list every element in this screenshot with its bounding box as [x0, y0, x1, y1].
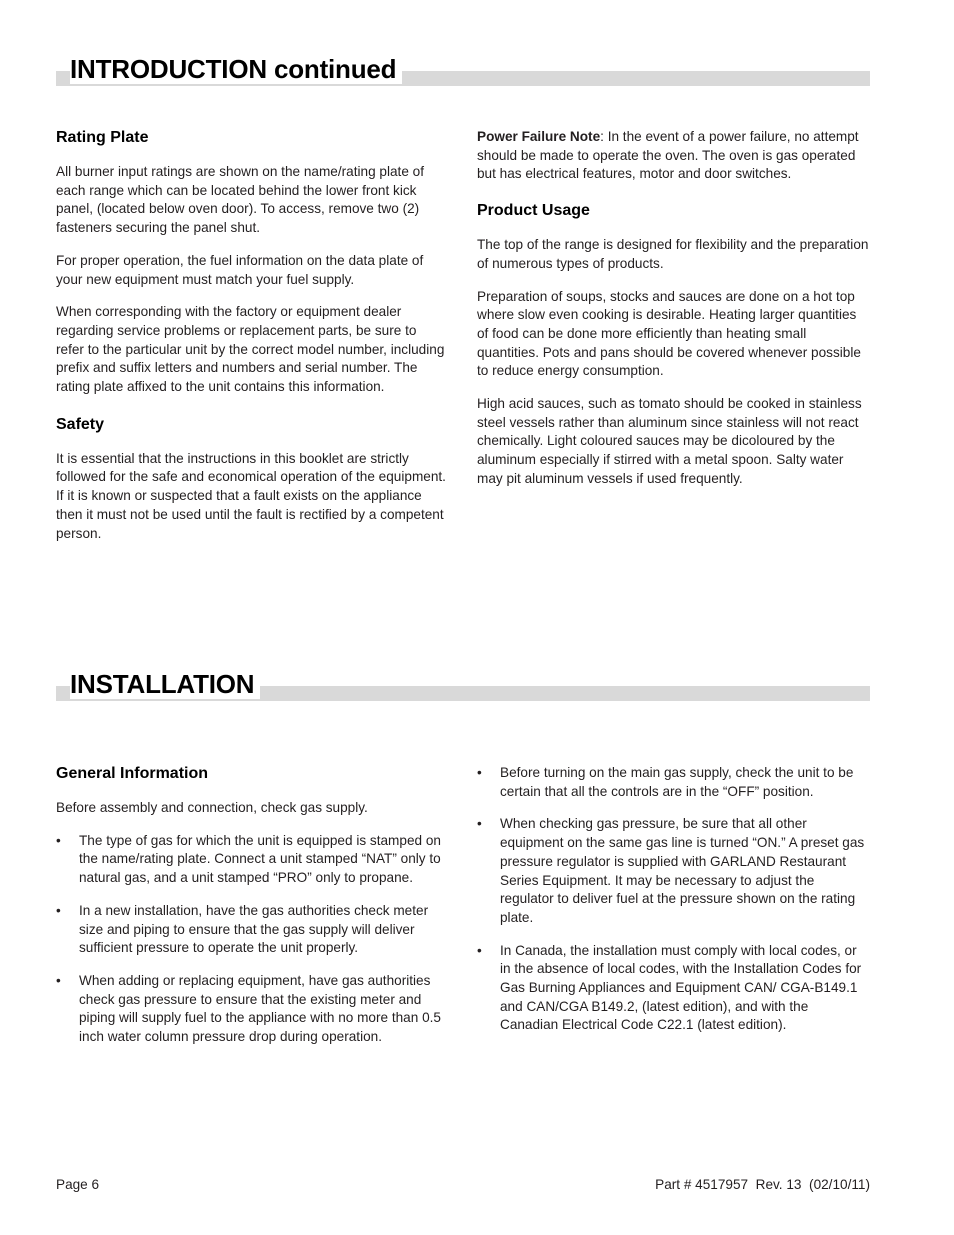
product-usage-paragraph: Preparation of soups, stocks and sauces are done on a hot top where slow even cooking is desirable. Heating larger quantities of food can be done more efficiently than heating small quantities. Pots and pans should be covered whenever possible to reduce energy consumption.: [477, 288, 861, 379]
installation-left-column: [56, 764, 448, 1061]
installation-banner: [56, 661, 870, 701]
intro-right-column: [477, 128, 869, 503]
bullet-marker: •: [477, 816, 482, 832]
list-item-text: When adding or replacing equipment, have gas authorities check gas pressure to ensure that the existing meter and piping will supply fuel to the appliance with no more than 0.5 inch water column pressure drop during operation.: [79, 972, 441, 1045]
safety-paragraph: It is essential that the instructions in this booklet are strictly followed for the safe and economical operation of the equipment. If it is known or suspected that a fault exists on the appliance then it must not be used until the fault is rectified by a competent person.: [56, 450, 446, 541]
list-item: [477, 815, 869, 927]
gas-supply-checklist: [56, 832, 448, 1047]
list-item: [477, 764, 869, 801]
rating-plate-paragraph: For proper operation, the fuel information on the data plate of your new equipment must match your fuel supply.: [56, 252, 424, 287]
intro-banner-title: INTRODUCTION continued: [70, 54, 402, 84]
power-failure-note: [477, 128, 869, 184]
intro-banner: [56, 46, 870, 86]
intro-left-column: [56, 128, 448, 557]
list-item-text: When checking gas pressure, be sure that all other equipment on the same gas line is turned “ON.” A preset gas pressure regulator is supplied with GARLAND Restaurant Series Equipment. It may be necessary to adjust the regulator to deliver fuel at the pressure shown on the rating plate.: [500, 816, 865, 925]
general-information-heading: General Information: [56, 765, 209, 782]
product-usage-heading: Product Usage: [477, 202, 590, 220]
installation-banner-title: INSTALLATION: [70, 669, 260, 699]
rating-plate-heading: Rating Plate: [56, 129, 149, 146]
list-item: [56, 902, 448, 958]
bullet-marker: •: [56, 832, 61, 848]
part-number: Part # 4517957 Rev. 13 (02/10/11): [655, 1177, 870, 1192]
list-item: [477, 942, 869, 1036]
list-item: [56, 972, 448, 1047]
bullet-marker: •: [56, 902, 61, 918]
power-failure-text: : In the event of a power failure, no attempt should be made to operate the oven. The oven is gas operated but has electrical features, motor and door switches.: [477, 129, 859, 182]
list-item: [56, 832, 448, 888]
list-item-text: In Canada, the installation must comply with local codes, or in the absence of local codes, with the Installation Codes for Gas Burning Appliances and Equipment CAN/ CGA-B149.1 and CAN/CGA B149.2, (latest edition), and with the Canadian Electrical Code C22.1 (latest edition).: [500, 942, 862, 1033]
list-item-text: In a new installation, have the gas authorities check meter size and piping to ensure that the gas supply will deliver sufficient pressure to operate the unit properly.: [79, 902, 429, 956]
product-usage-paragraph: The top of the range is designed for flexibility and the preparation of numerous types of products.: [477, 237, 869, 271]
rating-plate-paragraph: All burner input ratings are shown on the name/rating plate of each range which can be located behind the lower front kick panel, (located below oven door). To access, remove two (2) fasteners securing the panel shut.: [56, 164, 425, 236]
list-item-text: The type of gas for which the unit is equipped is stamped on the name/rating plate. Connect a unit stamped “NAT” only to natural gas, and a unit stamped “PRO” only to propane.: [79, 832, 441, 886]
safety-heading: Safety: [56, 415, 105, 433]
page-number: Page 6: [56, 1177, 100, 1192]
power-failure-label: Power Failure Note: [477, 129, 601, 144]
rating-plate-paragraph: When corresponding with the factory or equipment dealer regarding service problems or replacement parts, be sure to refer to the particular unit by the correct model number, including prefix and suffix letters and numbers and serial number. The rating plate affixed to the unit contains this information.: [56, 304, 445, 395]
bullet-marker: •: [477, 942, 482, 958]
product-usage-paragraph: High acid sauces, such as tomato should be cooked in stainless steel vessels rather than aluminum since stainless will not react chemically. Light coloured sauces may be dicoloured by the aluminum especially if stirred with a metal spoon. Salty water may pit aluminum vessels if used frequently.: [477, 396, 862, 486]
bullet-marker: •: [477, 765, 482, 780]
gas-supply-checklist-continued: [477, 764, 869, 1035]
bullet-marker: •: [56, 972, 61, 988]
installation-right-column: [477, 764, 869, 1049]
general-information-intro: Before assembly and connection, check gas supply.: [56, 800, 368, 815]
list-item-text: Before turning on the main gas supply, check the unit to be certain that all the controls are in the “OFF” position.: [500, 765, 854, 799]
